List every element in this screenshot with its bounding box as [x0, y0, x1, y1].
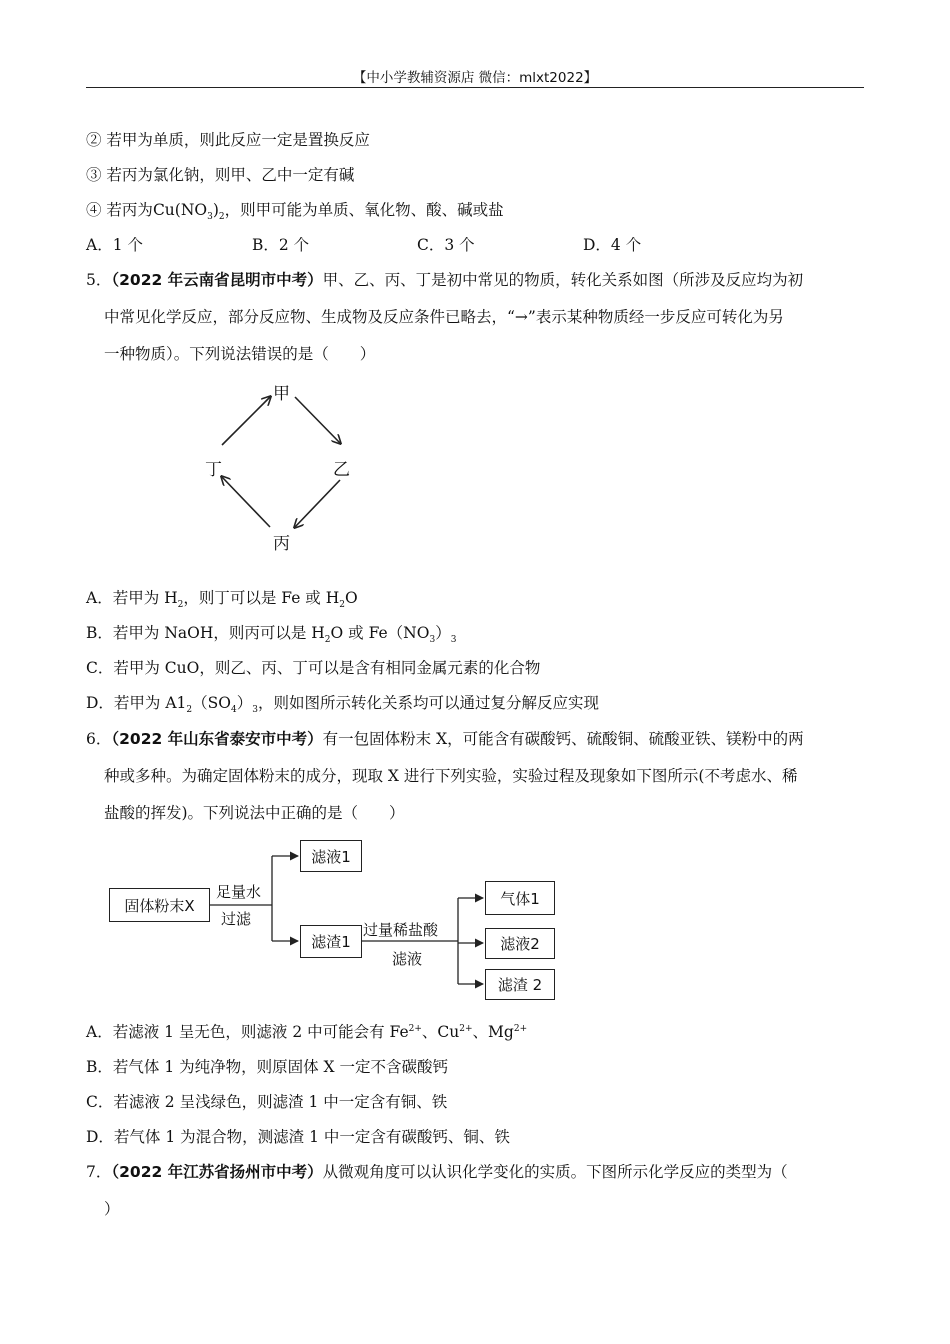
- q5-cycle-diagram: [195, 375, 370, 554]
- q7-stem-line-1: 7．（2022 年江苏省扬州市中考）从微观角度可以认识化学变化的实质。下图所示化学反应的类型为（: [86, 1163, 788, 1181]
- q4-option-d[interactable]: D．4 个: [583, 236, 642, 254]
- header-divider: [86, 87, 864, 88]
- q4-option-b[interactable]: B．2 个: [252, 236, 310, 254]
- flow-box-residue-1: 滤渣1: [300, 925, 362, 958]
- flow-label-filter: 过滤: [221, 910, 252, 928]
- page-header: 【中小学教辅资源店 微信：mlxt2022】: [352, 70, 598, 86]
- q6-flowchart: [100, 835, 570, 1005]
- flow-box-gas-1: 气体1: [485, 881, 555, 915]
- q7-number: 7．: [86, 1163, 112, 1181]
- flow-label-water: 足量水: [216, 883, 262, 901]
- q5-stem-line-1: 5．（2022 年云南省昆明市中考）甲、乙、丙、丁是初中常见的物质，转化关系如图（所涉及反应均为初: [86, 271, 804, 289]
- q6-stem-line-2: 种或多种。为确定固体粉末的成分，现取 X 进行下列实验，实验过程及现象如下图所示(不考虑水、稀: [104, 767, 798, 785]
- q4-statement-3: ③ 若丙为氯化钠，则甲、乙中一定有碱: [86, 166, 355, 184]
- q6-number: 6．: [86, 730, 112, 748]
- node-jia: 甲: [273, 384, 290, 404]
- arrow-bing-to-ding: [222, 477, 270, 527]
- q7-source: （2022 年江苏省扬州市中考）: [111, 1163, 323, 1181]
- q5-number: 5．: [86, 271, 112, 289]
- node-bing: 丙: [273, 534, 290, 554]
- q5-stem-line-3: 一种物质）。下列说法错误的是（ ）: [104, 345, 376, 363]
- node-ding: 丁: [205, 460, 222, 480]
- flow-box-filtrate-2: 滤液2: [485, 928, 555, 959]
- q4-statement-4: ④ 若丙为$Cu(NO_3)_2$，则甲可能为单质、氧化物、酸、碱或盐: [86, 201, 504, 223]
- flow-label-filtrate: 滤液: [392, 950, 423, 968]
- q4-option-c[interactable]: C．3 个: [417, 236, 475, 254]
- arrow-ding-to-jia: [222, 397, 270, 445]
- q6-option-d[interactable]: D．若气体 1 为混合物，测滤渣 1 中一定含有碳酸钙、铜、铁: [86, 1128, 510, 1146]
- q5-option-a[interactable]: A．若甲为 $H_2$，则丁可以是 Fe 或 $H_2O$: [86, 589, 358, 611]
- q6-stem-line-3: 盐酸的挥发)。下列说法中正确的是（ ）: [104, 804, 405, 822]
- q5-source: （2022 年云南省昆明市中考）: [111, 271, 323, 289]
- q4-option-a[interactable]: A．1 个: [86, 236, 143, 254]
- q5-option-c[interactable]: C．若甲为 CuO，则乙、丙、丁可以是含有相同金属元素的化合物: [86, 659, 541, 677]
- q6-source: （2022 年山东省泰安市中考）: [111, 730, 323, 748]
- q6-option-b[interactable]: B．若气体 1 为纯净物，则原固体 X 一定不含碳酸钙: [86, 1058, 448, 1076]
- q4-statement-2: ② 若甲为单质，则此反应一定是置换反应: [86, 131, 370, 149]
- q5-option-d[interactable]: D．若甲为 $A1_2(SO_4)_3$，则如图所示转化关系均可以通过复分解反应实现: [86, 694, 599, 716]
- q5-stem-line-2: 中常见化学反应，部分反应物、生成物及反应条件已略去，“→”表示某种物质经一步反应可转化为另: [104, 308, 784, 326]
- flow-label-hcl: 过量稀盐酸: [363, 921, 439, 939]
- node-yi: 乙: [333, 460, 350, 480]
- q6-option-a[interactable]: A．若滤液 1 呈无色，则滤液 2 中可能会有 $Fe^{2+}$、$Cu^{2+}$、$Mg^{2+}$: [86, 1023, 528, 1041]
- flow-box-filtrate-1: 滤液1: [300, 840, 362, 872]
- q6-stem-line-1: 6．（2022 年山东省泰安市中考）有一包固体粉末 X，可能含有碳酸钙、硫酸铜、硫酸亚铁、镁粉中的两: [86, 730, 804, 748]
- arrow-jia-to-yi: [295, 397, 340, 443]
- q5-option-b[interactable]: B．若甲为 NaOH，则丙可以是 $H_2O$ 或 $Fe(NO_3)_3$: [86, 624, 457, 646]
- arrow-yi-to-bing: [295, 480, 340, 527]
- q7-stem-line-2: ）: [104, 1200, 120, 1218]
- flow-box-solid-powder: 固体粉末X: [109, 888, 210, 922]
- q6-option-c[interactable]: C．若滤液 2 呈浅绿色，则滤渣 1 中一定含有铜、铁: [86, 1093, 448, 1111]
- flow-box-residue-2: 滤渣 2: [485, 969, 555, 1000]
